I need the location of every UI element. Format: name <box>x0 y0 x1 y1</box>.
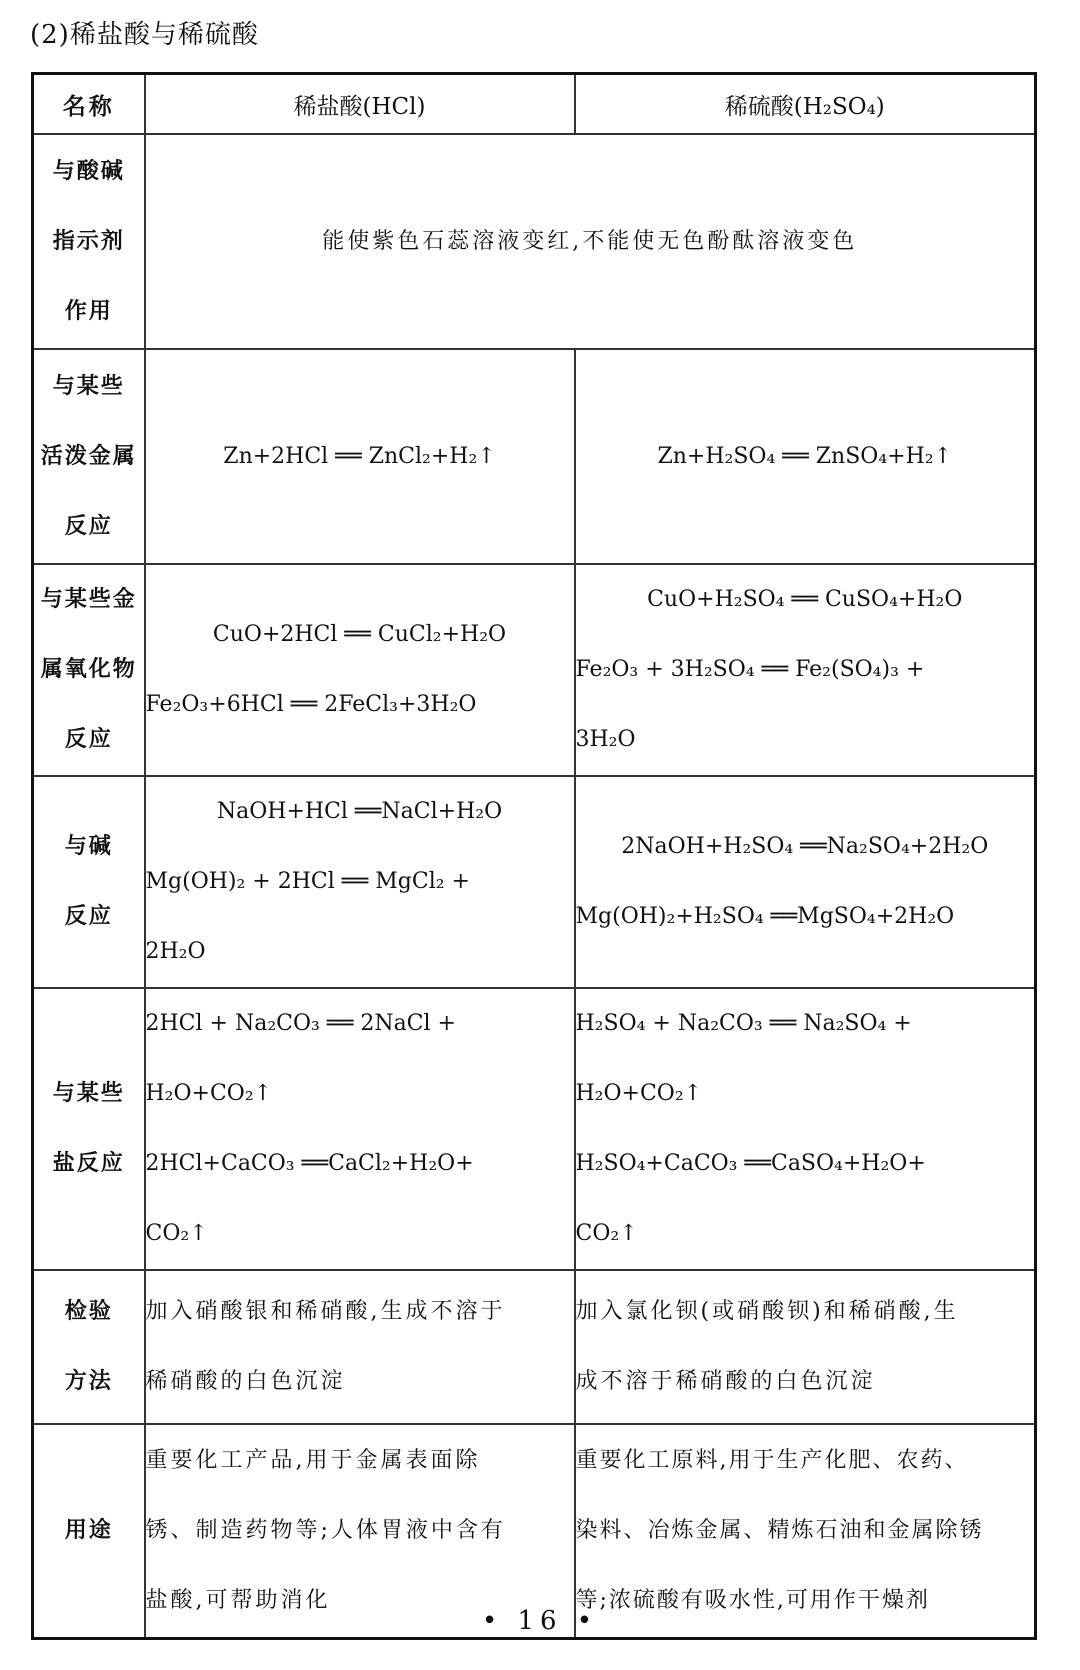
text-line: 染料、冶炼金属、精炼石油和金属除锈 <box>575 1518 984 1543</box>
text-line: 重要化工产品,用于金属表面除 <box>145 1448 481 1473</box>
row-label-line: 属氧化物 <box>40 657 137 682</box>
text-line: 加入氯化钡(或硝酸钡)和稀硝酸,生 <box>575 1299 959 1324</box>
equation-line: H₂SO₄+CaCO₃ ══CaSO₄+H₂O+ <box>575 1151 926 1176</box>
row-label-line: 与某些 <box>52 1081 125 1106</box>
equation-line: H₂SO₄ + Na₂CO₃ ══ Na₂SO₄ + <box>575 1011 912 1036</box>
salt-h2so4-cell <box>575 988 1036 1270</box>
row-test <box>33 1270 1036 1424</box>
equation-line: 2H₂O <box>145 939 206 964</box>
equation-line: CuO+H₂SO₄ ══ CuSO₄+H₂O <box>647 587 963 612</box>
equation-line: 2NaOH+H₂SO₄ ══Na₂SO₄+2H₂O <box>621 834 989 859</box>
text-line: 稀硝酸的白色沉淀 <box>145 1369 346 1394</box>
equation-line: Mg(OH)₂ + 2HCl ══ MgCl₂ + <box>145 869 470 894</box>
row-label <box>33 988 145 1270</box>
row-indicator <box>33 134 1036 349</box>
equation-line: CO₂↑ <box>575 1221 638 1246</box>
row-oxide <box>33 564 1036 776</box>
header-hcl: 稀盐酸(HCl) <box>145 74 575 135</box>
metal-hcl-equation: Zn+2HCl ══ ZnCl₂+H₂↑ <box>145 349 575 564</box>
equation-line: CO₂↑ <box>145 1221 208 1246</box>
row-label-line: 与酸碱 <box>52 158 125 184</box>
row-metal <box>33 349 1036 564</box>
equation-line: Mg(OH)₂+H₂SO₄ ══MgSO₄+2H₂O <box>575 904 955 929</box>
row-label-line: 与某些 <box>52 373 125 399</box>
row-label <box>33 776 145 988</box>
test-hcl-cell <box>145 1270 575 1424</box>
row-label <box>33 349 145 564</box>
text-line: 成不溶于稀硝酸的白色沉淀 <box>575 1369 876 1394</box>
comparison-table <box>31 72 1037 1640</box>
equation-line: CuO+2HCl ══ CuCl₂+H₂O <box>212 622 507 647</box>
row-label-line: 盐反应 <box>52 1151 125 1176</box>
oxide-h2so4-cell <box>575 564 1036 776</box>
row-label-line: 反应 <box>64 904 113 929</box>
row-label-line: 活泼金属 <box>40 443 137 469</box>
text-line: 锈、制造药物等;人体胃液中含有 <box>145 1518 506 1543</box>
equation-line: H₂O+CO₂↑ <box>145 1081 273 1106</box>
base-h2so4-cell <box>575 776 1036 988</box>
row-label-line: 用途 <box>64 1518 113 1543</box>
equation-line: H₂O+CO₂↑ <box>575 1081 703 1106</box>
section-title: (2)稀盐酸与稀硫酸 <box>30 20 259 50</box>
row-base <box>33 776 1036 988</box>
salt-hcl-cell <box>145 988 575 1270</box>
base-hcl-cell <box>145 776 575 988</box>
header-h2so4: 稀硫酸(H₂SO₄) <box>575 74 1036 135</box>
row-label <box>33 564 145 776</box>
row-label <box>33 134 145 349</box>
row-label-line: 反应 <box>64 727 113 752</box>
text-line: 盐酸,可帮助消化 <box>145 1588 331 1613</box>
row-label-line: 反应 <box>64 513 113 539</box>
row-label <box>33 1270 145 1424</box>
metal-h2so4-equation: Zn+H₂SO₄ ══ ZnSO₄+H₂↑ <box>575 349 1036 564</box>
indicator-content: 能使紫色石蕊溶液变红,不能使无色酚酞溶液变色 <box>145 134 1036 349</box>
equation-line: Fe₂O₃+6HCl ══ 2FeCl₃+3H₂O <box>145 692 477 717</box>
oxide-hcl-cell <box>145 564 575 776</box>
row-label-line: 与碱 <box>64 834 113 859</box>
text-line: 加入硝酸银和稀硝酸,生成不溶于 <box>145 1299 506 1324</box>
equation-line: 2HCl + Na₂CO₃ ══ 2NaCl + <box>145 1011 456 1036</box>
header-row <box>33 74 1036 135</box>
row-label-line: 方法 <box>64 1369 113 1394</box>
test-h2so4-cell <box>575 1270 1036 1424</box>
header-name: 名称 <box>33 74 145 135</box>
text-line: 等;浓硫酸有吸水性,可用作干燥剂 <box>575 1588 930 1613</box>
text-line: 重要化工原料,用于生产化肥、农药、 <box>575 1448 969 1473</box>
row-label-line: 作用 <box>64 298 113 324</box>
equation-line: 3H₂O <box>575 727 636 752</box>
equation-line: NaOH+HCl ══NaCl+H₂O <box>216 799 503 824</box>
page-number: • 16 • <box>481 1606 599 1636</box>
equation-line: Fe₂O₃ + 3H₂SO₄ ══ Fe₂(SO₄)₃ + <box>575 657 925 682</box>
equation-line: 2HCl+CaCO₃ ══CaCl₂+H₂O+ <box>145 1151 474 1176</box>
row-label-line: 指示剂 <box>52 228 125 254</box>
row-salt <box>33 988 1036 1270</box>
row-label-line: 与某些金 <box>40 587 137 612</box>
row-label-line: 检验 <box>64 1299 113 1324</box>
